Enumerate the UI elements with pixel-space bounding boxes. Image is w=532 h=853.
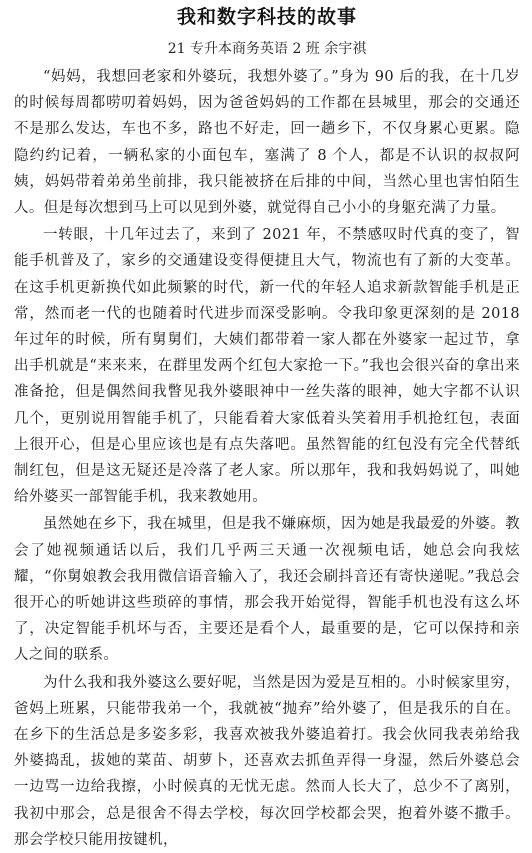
author-byline: 21 专升本商务英语 2 班 余宇祺 — [167, 41, 367, 57]
paragraph-1: “妈妈，我想回老家和外婆玩，我想外婆了。”身为 90 后的我，在十几岁的时候每周都唠叨着妈妈，因为爸爸妈妈的工作都在县城里，那会的交通还不是那么发达，车也不多，路也不好走，回一趟乡下，不仅身累心更累。隐隐约约记着，一辆私家的小面包车，塞满了 8 个人，都是不认识的叔叔阿姨，妈妈带着弟弟坐前排，我只能被挤在后排的中间，当然心里也害怕陌生人。但是每次想到马上可以见到外婆，就觉得自己小小的身躯充满了力量。 — [14, 69, 520, 217]
document-title: 我和数字科技的故事 — [176, 6, 357, 28]
paragraph-3: 虽然她在乡下，我在城里，但是我不嫌麻烦，因为她是我最爱的外婆。教会了她视频通话以后，我们几乎两三天通一次视频电话，她总会向我炫耀，“你舅娘教会我用微信语音输入了，我还会刷抖音还有寄快递呢。”我总会很开心的听她讲这些琐碎的事情，那会我开始觉得，智能手机也没有这么坏了，决定智能手机坏与否，主要还是看个人，最重要的是，它可以保持和亲人之间的联系。 — [14, 516, 520, 664]
paragraph-4: 为什么我和我外婆这么要好呢，当然是因为爱是互相的。小时候家里穷，爸妈上班累，只能带我弟一个，我就被“抛弃”给外婆了，但是我乐的自在。在乡下的生活总是多姿多彩，我喜欢被我外婆追着打。我会伙同我表弟给我外婆捣乱，拔她的菜苗、胡萝卜，还喜欢去抓鱼弄得一身湿，然后外婆总会一边骂一边给我擦，小时候真的无忧无虑。然而人长大了，总少不了离别，我初中那会，总是很舍不得去学校，每次回学校都会哭，抱着外婆不撒手。那会学校只能用按键机， — [14, 674, 520, 848]
paragraph-2: 一转眼，十几年过去了，来到了 2021 年，不禁感叹时代真的变了，智能手机普及了，家乡的交通建设变得便捷且大气，物流也有了新的大变革。在这手机更新换代如此频繁的时代，新一代的年轻人追求新款智能手机是正常，然而老一代的也随着时代进步而深受影响。令我印象更深刻的是 2018 年过年的时候，所有舅舅们，大姨们都带着一家人都在外婆家一起过节，拿出手机就是“来来来，在群里发两个红包大家抢一下。”我也会很兴奋的拿出来准备抢，但是偶然间我瞥见我外婆眼神中一丝失落的眼神，她大字都不认识几个，更别说用智能手机了，只能看着大家低着头笑着用手机抢红包，表面上很开心，但是心里应该也是有点失落吧。虽然智能的红包没有完全代替纸制红包，但是这无疑还是冷落了老人家。所以那年，我和我妈妈说了，叫她给外婆买一部智能手机，我来教她用。 — [14, 227, 520, 506]
